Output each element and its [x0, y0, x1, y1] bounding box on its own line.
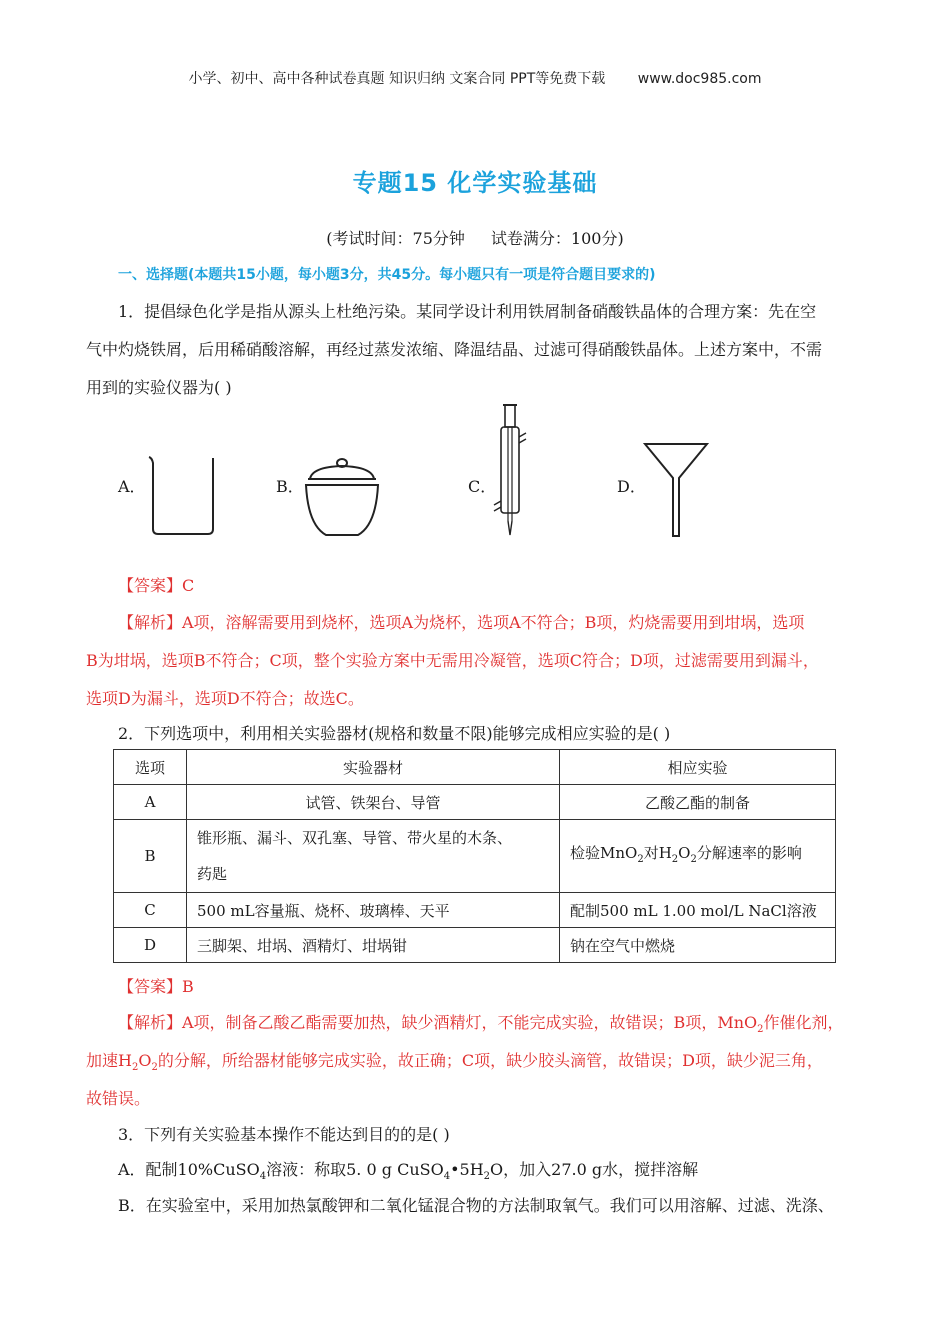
- q3-stem: 3．下列有关实验基本操作不能达到目的的是( ): [118, 1125, 450, 1144]
- analysis-text: 加速H: [86, 1051, 132, 1070]
- table-cell-equipment: 三脚架、坩埚、酒精灯、坩埚钳: [187, 928, 560, 963]
- table-cell-experiment: [560, 820, 836, 893]
- table-cell-equipment: 500 mL容量瓶、烧杯、玻璃棒、天平: [187, 893, 560, 928]
- q3-option-b: B．在实验室中，采用加热氯酸钾和二氧化锰混合物的方法制取氧气。我们可以用溶解、过滤、洗涤、: [118, 1196, 834, 1215]
- subscript: 2: [151, 1062, 158, 1074]
- q1-line-3: 用到的实验仪器为( ): [86, 378, 232, 397]
- table-cell-experiment: 乙酸乙酯的制备: [560, 785, 836, 820]
- crucible-icon: [302, 455, 382, 539]
- exam-info: [0, 226, 950, 249]
- table-cell-option: D: [114, 928, 187, 963]
- equipment-line-2: 药匙: [197, 865, 228, 883]
- doc-title: 专题15 化学实验基础: [352, 169, 598, 197]
- table-cell-option: B: [114, 820, 187, 893]
- table-cell-experiment: 钠在空气中燃烧: [560, 928, 836, 963]
- table-cell-experiment: 配制500 mL 1.00 mol/L NaCl溶液: [560, 893, 836, 928]
- table-cell-equipment: 试管、铁架台、导管: [187, 785, 560, 820]
- table-row: [114, 928, 836, 963]
- header-text: 小学、初中、高中各种试卷真题 知识归纳 文案合同 PPT等免费下载: [188, 71, 606, 87]
- q1-analysis-3: 选项D为漏斗，选项D不符合；故选C。: [86, 689, 364, 708]
- q1-option-c-label: C．: [468, 477, 497, 496]
- table-row: [114, 820, 836, 893]
- table-header-cell: 相应实验: [560, 750, 836, 785]
- q1-option-a-label: A．: [118, 477, 146, 496]
- subscript: 2: [671, 853, 679, 865]
- subscript: 4: [443, 1171, 451, 1183]
- table-header-row: [114, 750, 836, 785]
- q1-line-1: 1．提倡绿色化学是指从源头上杜绝污染。某同学设计利用铁屑制备硝酸铁晶体的合理方案：先在空: [118, 302, 817, 321]
- analysis-text: 【解析】A项，制备乙酸乙酯需要加热，缺少酒精灯，不能完成实验，故错误；B项，MnO: [118, 1013, 758, 1032]
- q1-answer: 【答案】C: [118, 576, 195, 595]
- exp-text: 分解速率的影响: [696, 843, 802, 862]
- condenser-icon: [492, 403, 528, 539]
- table-cell-equipment: [187, 820, 560, 893]
- analysis-text: O: [138, 1051, 152, 1070]
- q2-analysis-3: 故错误。: [86, 1089, 151, 1108]
- table-cell-option: A: [114, 785, 187, 820]
- q2-stem: 2．下列选项中，利用相关实验器材(规格和数量不限)能够完成相应实验的是( ): [118, 724, 671, 743]
- subscript: 4: [259, 1171, 267, 1183]
- analysis-text: 作催化剂，: [763, 1013, 844, 1032]
- q2-analysis-1: [118, 1010, 844, 1035]
- q2-answer: 【答案】B: [118, 977, 194, 996]
- exp-text: O: [678, 843, 691, 862]
- subscript: 2: [757, 1024, 764, 1036]
- exp-text: 检验MnO: [570, 843, 638, 862]
- subscript: 2: [483, 1171, 491, 1183]
- equipment-line-1: 锥形瓶、漏斗、双孔塞、导管、带火星的木条、: [197, 829, 513, 847]
- table-row: [114, 785, 836, 820]
- q2-table: [113, 749, 836, 963]
- analysis-text: 的分解，所给器材能够完成实验，故正确；C项，缺少胶头滴管，故错误；D项，缺少泥三角，: [157, 1051, 823, 1070]
- q1-option-d-label: D．: [617, 477, 646, 496]
- option-text: A．配制10%CuSO: [118, 1160, 260, 1179]
- q1-analysis-1: 【解析】A项，溶解需要用到烧杯，选项A为烧杯，选项A不符合；B项，灼烧需要用到坩埚，选项: [118, 613, 805, 632]
- option-text: •5H: [450, 1160, 484, 1179]
- section-heading: 一、选择题(本题共15小题，每小题3分，共45分。每小题只有一项是符合题目要求的): [118, 267, 656, 283]
- site-header: [0, 68, 950, 88]
- subscript: 2: [131, 1062, 139, 1074]
- table-row: [114, 893, 836, 928]
- option-text: 溶液：称取5. 0 g CuSO: [266, 1160, 444, 1179]
- subscript: 2: [690, 853, 697, 865]
- table-header-cell: 选项: [114, 750, 187, 785]
- exam-time: (考试时间：75分钟: [326, 229, 465, 248]
- beaker-icon: [146, 455, 218, 537]
- q2-analysis-2: [86, 1048, 823, 1073]
- exam-score: 试卷满分：100分): [490, 229, 624, 248]
- q3-option-a: [118, 1157, 698, 1182]
- q1-analysis-2: B为坩埚，选项B不符合；C项，整个实验方案中无需用冷凝管，选项C符合；D项，过滤需要用到漏斗，: [86, 651, 819, 670]
- option-text: O，加入27.0 g水，搅拌溶解: [490, 1160, 699, 1179]
- table-cell-option: C: [114, 893, 187, 928]
- q1-line-2: 气中灼烧铁屑，后用稀硝酸溶解，再经过蒸发浓缩、降温结晶、过滤可得硝酸铁晶体。上述方案中，不需: [86, 340, 823, 359]
- table-header-cell: 实验器材: [187, 750, 560, 785]
- exp-text: 对H: [643, 843, 672, 862]
- q1-option-b-label: B．: [276, 477, 304, 496]
- header-url[interactable]: www.doc985.com: [637, 71, 762, 87]
- subscript: 2: [637, 853, 644, 865]
- funnel-icon: [643, 442, 709, 538]
